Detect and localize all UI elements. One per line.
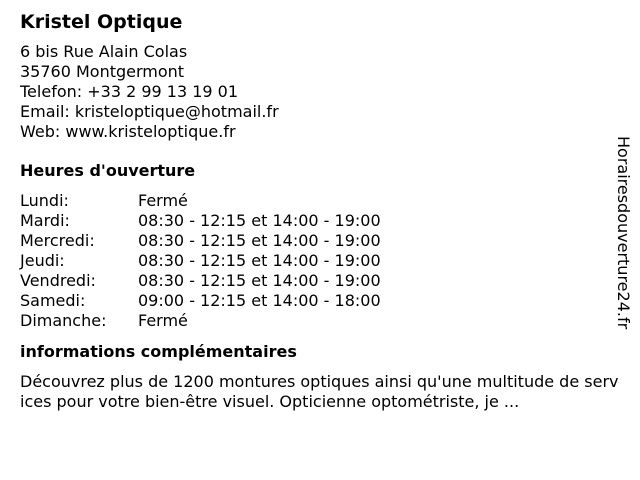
- hours-row-tuesday: [20, 211, 600, 231]
- web-text: Web: www.kristeloptique.fr: [20, 122, 236, 141]
- day-label: Jeudi:: [20, 251, 65, 270]
- info-title: informations complémentaires: [20, 342, 297, 361]
- day-label: Mercredi:: [20, 231, 95, 250]
- info-description: Découvrez plus de 1200 montures optiques ainsi qu'une multitude de services pour votre bien-être visuel. Opticienne optométriste, je ...: [20, 372, 619, 411]
- business-name: Kristel Optique: [20, 11, 183, 33]
- day-label: Vendredi:: [20, 271, 96, 290]
- day-hours: 09:00 - 12:15 et 14:00 - 18:00: [138, 291, 381, 310]
- day-label: Samedi:: [20, 291, 86, 310]
- day-hours: Fermé: [138, 311, 188, 330]
- hours-row-saturday: [20, 291, 600, 311]
- day-hours: 08:30 - 12:15 et 14:00 - 19:00: [138, 231, 381, 250]
- day-label: Mardi:: [20, 211, 70, 230]
- day-hours: 08:30 - 12:15 et 14:00 - 19:00: [138, 271, 381, 290]
- hours-row-friday: [20, 271, 600, 291]
- hours-row-monday: [20, 191, 600, 211]
- watermark-text: Horairesdouverture24.fr: [614, 136, 633, 330]
- day-hours: 08:30 - 12:15 et 14:00 - 19:00: [138, 211, 381, 230]
- hours-row-sunday: [20, 311, 600, 331]
- email-text: Email: kristeloptique@hotmail.fr: [20, 102, 279, 121]
- business-card: [20, 10, 619, 412]
- address-line-1: 6 bis Rue Alain Colas: [20, 42, 188, 61]
- day-hours: Fermé: [138, 191, 188, 210]
- day-label: Dimanche:: [20, 311, 107, 330]
- phone-text: Telefon: +33 2 99 13 19 01: [20, 82, 239, 101]
- hours-table: [20, 191, 600, 331]
- hours-title: Heures d'ouverture: [20, 161, 196, 180]
- day-hours: 08:30 - 12:15 et 14:00 - 19:00: [138, 251, 381, 270]
- hours-row-thursday: [20, 251, 600, 271]
- hours-row-wednesday: [20, 231, 600, 251]
- address-line-2: 35760 Montgermont: [20, 62, 185, 81]
- day-label: Lundi:: [20, 191, 69, 210]
